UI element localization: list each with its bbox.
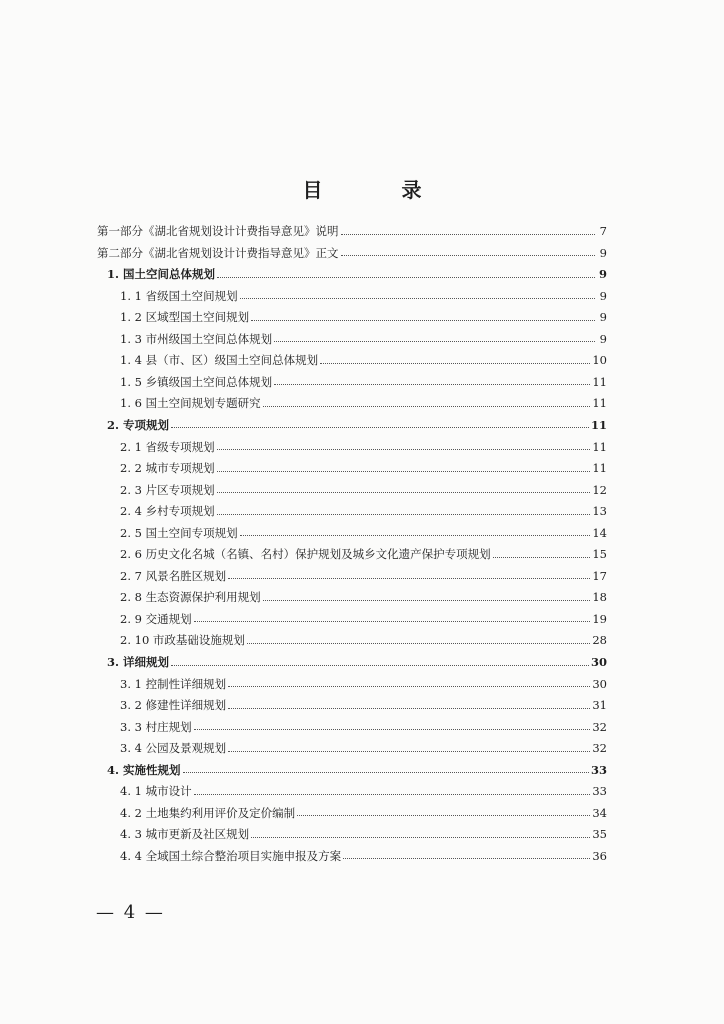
toc-entry [120,824,607,844]
toc-entry [120,307,607,327]
toc-entry-page: 9 [599,245,607,260]
toc-entry [107,652,607,672]
toc-leader-dots [171,665,589,666]
toc-entry-label: 3. 详细规划 [107,655,170,669]
toc-entry-page: 11 [592,396,607,411]
toc-entry [120,695,607,715]
toc-entry-page: 9 [599,310,607,325]
toc-entry-label: 4. 2 土地集约利用评价及定价编制 [120,805,296,820]
toc-entry [107,264,607,284]
toc-entry [120,437,607,457]
toc-entry [120,738,607,758]
toc-entry-label: 1. 1 省级国土空间规划 [120,288,238,303]
toc-entry [120,566,607,586]
toc-entry [120,350,607,370]
toc-entry-page: 11 [592,461,607,476]
toc-entry-page: 36 [592,848,607,863]
toc-leader-dots [251,320,595,321]
toc-entry [120,630,607,650]
toc-entry [120,717,607,737]
toc-entry [120,803,607,823]
toc-entry-label: 2. 9 交通规划 [120,611,192,626]
toc-leader-dots [228,686,590,687]
toc-leader-dots [240,535,591,536]
toc-leader-dots [343,858,590,859]
toc-entry-label: 3. 1 控制性详细规划 [120,676,227,691]
toc-entry-page: 11 [592,439,607,454]
toc-entry-label: 2. 6 历史文化名城（名镇、名村）保护规划及城乡文化遗产保护专项规划 [120,547,491,562]
toc-entry [107,415,607,435]
toc-leader-dots [341,234,596,235]
toc-entry-page: 35 [592,827,607,842]
toc-entry-label: 2. 专项规划 [107,417,170,432]
toc-entry [120,286,607,306]
toc-entry [120,501,607,521]
toc-leader-dots [263,600,591,601]
toc-leader-dots [228,751,590,752]
toc-entry-label: 3. 3 村庄规划 [120,719,192,734]
toc-entry [120,329,607,349]
toc-entry [97,221,607,241]
toc-entry-label: 4. 4 全域国土综合整治项目实施申报及方案 [120,848,342,863]
toc-entry [120,480,607,500]
toc-entry-label: 2. 4 乡村专项规划 [120,504,215,519]
toc-entry-page: 11 [592,374,607,389]
toc-entry-page: 30 [592,676,607,691]
toc-entry [107,760,607,780]
toc-entry-label: 1. 国土空间总体规划 [107,267,216,282]
toc-entry-page: 11 [590,417,607,432]
toc-entry-page: 14 [592,525,607,540]
toc-leader-dots [228,708,590,709]
toc-entry-label: 4. 实施性规划 [107,762,181,777]
toc-entry-label: 第一部分《湖北省规划设计计费指导意见》说明 [97,224,339,238]
toc-leader-dots [297,815,590,816]
toc-leader-dots [217,492,591,493]
toc-leader-dots [217,277,595,278]
toc-entry-page: 12 [592,482,607,497]
toc-entry-page: 33 [590,762,607,777]
toc-entry-page: 17 [592,568,607,583]
toc-entry [120,393,607,413]
toc-leader-dots [171,427,589,428]
toc-entry-page: 28 [592,633,607,648]
toc-entry [120,609,607,629]
toc-entry-label: 2. 7 风景名胜区规划 [120,568,227,583]
toc-entry-page: 9 [598,267,607,282]
toc-entry-page: 33 [592,784,607,799]
toc-entry [97,243,607,263]
toc-leader-dots [228,578,590,579]
toc-leader-dots [183,772,589,773]
toc-entry [120,544,607,564]
toc-entry-page: 30 [590,655,607,669]
toc-leader-dots [274,341,595,342]
toc-entry-page: 7 [599,224,607,238]
toc-leader-dots [320,363,590,364]
toc-entry-label: 2. 1 省级专项规划 [120,439,215,454]
toc-leader-dots [240,298,595,299]
toc-leader-dots [247,643,590,644]
toc-entry-label: 4. 1 城市设计 [120,784,192,799]
toc-entry-page: 34 [592,805,607,820]
toc-title: 目 录 [302,178,458,202]
toc-entry-label: 1. 2 区域型国土空间规划 [120,310,250,325]
toc-leader-dots [217,449,591,450]
toc-entry-label: 2. 10 市政基础设施规划 [120,633,245,648]
toc-leader-dots [194,729,591,730]
toc-entry-page: 15 [592,547,607,562]
toc-entry [120,846,607,866]
toc-entry-label: 2. 5 国土空间专项规划 [120,525,238,540]
toc-entry-page: 32 [592,741,607,756]
toc-entry-label: 1. 6 国土空间规划专题研究 [120,396,261,411]
toc-entry-page: 9 [599,288,607,303]
toc-entry [120,523,607,543]
toc-entry-label: 1. 4 县（市、区）级国土空间总体规划 [120,353,319,368]
toc-entry-label: 2. 8 生态资源保护利用规划 [120,590,261,605]
toc-entry-label: 第二部分《湖北省规划设计计费指导意见》正文 [97,245,339,260]
toc-leader-dots [263,406,591,407]
toc-entry-label: 2. 3 片区专项规划 [120,482,215,497]
toc-entry [120,372,607,392]
toc-entry-page: 9 [599,331,607,346]
toc-entry-page: 32 [592,719,607,734]
toc-entry-label: 3. 4 公园及景观规划 [120,741,227,756]
toc-entry [120,781,607,801]
toc-leader-dots [274,384,590,385]
toc-entry-label: 1. 3 市州级国土空间总体规划 [120,331,273,346]
toc-entry-page: 31 [592,698,607,713]
toc-entry [120,458,607,478]
toc-entry-label: 3. 2 修建性详细规划 [120,698,227,713]
toc-leader-dots [493,557,591,558]
toc-entry-label: 1. 5 乡镇级国土空间总体规划 [120,374,273,389]
toc-entry-page: 10 [592,353,607,368]
toc-leader-dots [217,471,591,472]
toc-entry [120,674,607,694]
toc-leader-dots [194,621,591,622]
toc-entry-label: 4. 3 城市更新及社区规划 [120,827,250,842]
toc-entry-page: 19 [592,611,607,626]
toc-entry-page: 18 [592,590,607,605]
toc-entry-page: 13 [592,504,607,519]
toc-leader-dots [341,255,596,256]
toc-leader-dots [251,837,590,838]
toc-leader-dots [194,794,591,795]
toc-entry-label: 2. 2 城市专项规划 [120,461,215,476]
toc-leader-dots [217,514,591,515]
page-number-footer: — 4 — [96,902,165,923]
toc-entry [120,587,607,607]
